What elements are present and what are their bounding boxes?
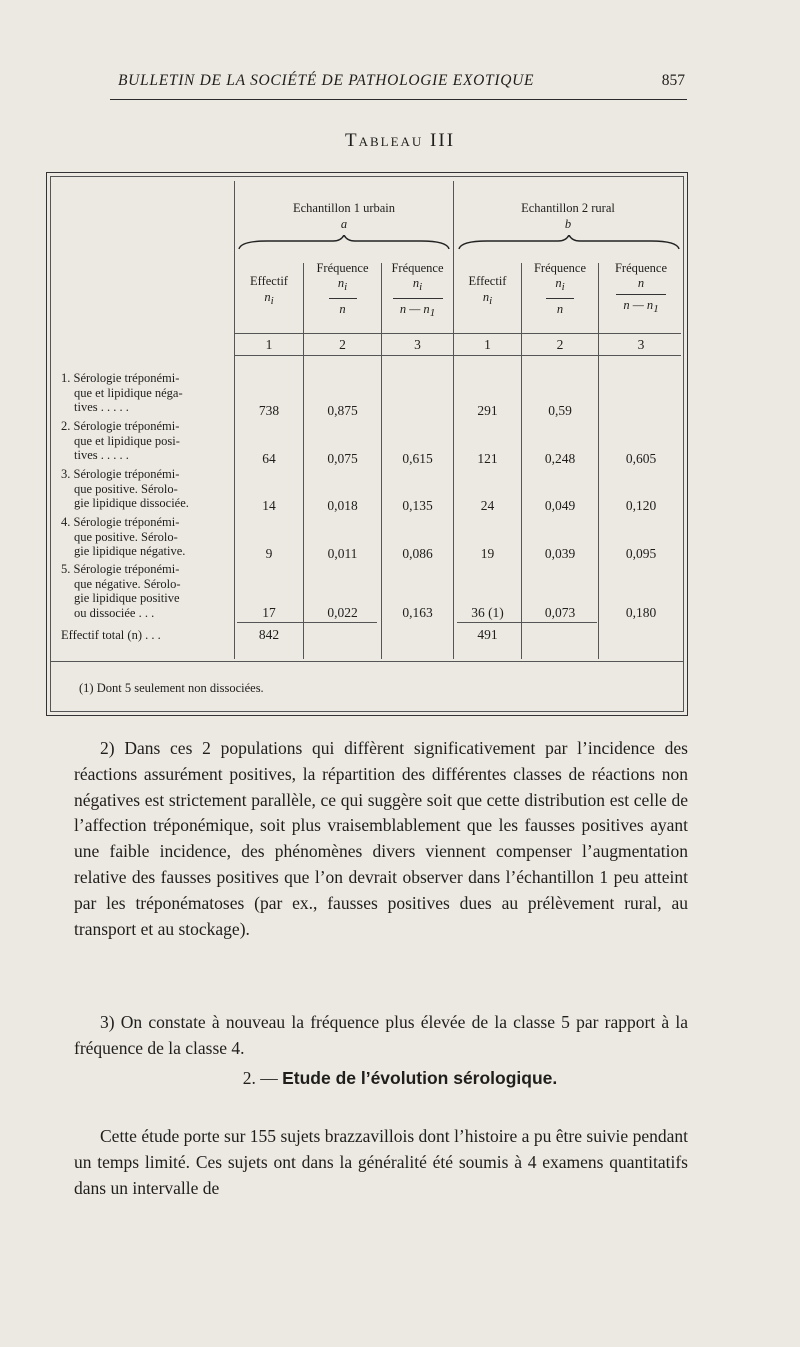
cell-b1: 19 [480, 546, 495, 561]
header-rule [110, 99, 687, 100]
total-rule-b [457, 622, 597, 623]
ni-subscript: i [489, 295, 493, 307]
col-number: 1 [265, 337, 273, 352]
n-minus-n1-symbol: n — n [623, 298, 654, 312]
cell-b1: 121 [477, 451, 498, 466]
ni-symbol: n [337, 276, 345, 290]
cell-a2: 0,018 [327, 498, 358, 513]
frac-ni-over-n-n1-a [382, 276, 453, 321]
col-frequence-a2: Fréquence [316, 261, 369, 275]
cell-b1: 36 (1) [471, 605, 504, 620]
cell-b1: 24 [480, 498, 495, 513]
col-number: 1 [484, 337, 491, 352]
running-title: BULLETIN DE LA SOCIÉTÉ DE PATHOLOGIE EXOTIQUE [118, 72, 535, 89]
n1-subscript: 1 [653, 303, 659, 315]
row-label-line: 5. Sérologie tréponémi- [61, 562, 180, 576]
cell-a1: 9 [265, 546, 273, 561]
col-number: 3 [414, 337, 421, 352]
cell-b2: 0,073 [544, 605, 576, 620]
frac-ni-over-n-a [304, 276, 381, 317]
frac-ni-over-n-b [522, 276, 598, 317]
group-a-label: Echantillon 1 urbain [292, 201, 396, 215]
fraction-bar [393, 298, 443, 299]
n-minus-n1-symbol: n — n [399, 302, 430, 316]
total-label: Effectif total (n) . . . [61, 628, 161, 642]
cell-b2: 0,248 [544, 451, 576, 466]
fraction-bar [329, 298, 357, 299]
cell-b2: 0,049 [544, 498, 576, 513]
ni-subscript: i [344, 281, 348, 293]
ni-symbol: n [482, 290, 490, 304]
ni-symbol: n [555, 276, 562, 290]
cell-a1: 64 [262, 451, 276, 466]
cell-a1: 738 [258, 403, 280, 418]
data-table [46, 172, 688, 716]
row-label-line: tives . . . . . [74, 448, 129, 463]
row-label-line: gie lipidique positive [74, 591, 180, 606]
ni-subscript: i [561, 281, 565, 293]
paragraph-3: 3) On constate à nouveau la fréquence plus élevée de la classe 5 par rapport à la fréquence de la classe 4. [74, 1012, 688, 1058]
header-divider [235, 355, 681, 356]
ni-subscript: i [419, 281, 423, 293]
cell-a2: 0,075 [327, 451, 358, 466]
row-label-line: que négative. Sérolo- [74, 576, 181, 591]
row-label [61, 562, 233, 620]
col-divider [234, 181, 235, 659]
fraction-bar [616, 294, 666, 295]
col-frequence-a3: Fréquence [391, 261, 444, 275]
cell-b2: 0,039 [544, 546, 576, 561]
section-heading [0, 1068, 800, 1089]
col-ni-b [454, 290, 521, 309]
brace-b [457, 235, 681, 251]
row-label-line: 2. Sérologie tréponémi- [61, 419, 180, 433]
table-title: Tableau III [344, 130, 456, 151]
ni-symbol: n [264, 290, 271, 304]
fraction-bar [546, 298, 574, 299]
cell-b3: 0,180 [625, 605, 657, 620]
section-number: 2. — [242, 1068, 278, 1088]
row-label [61, 371, 233, 415]
cell-b3: 0,605 [625, 451, 657, 466]
paragraph-body: Cette étude porte sur 155 sujets brazzavillois dont l’histoire a pu être suivie pendant un temps limité. Ces sujets ont dans la généralité été soumis à 4 examens quantitatifs dans un intervalle de [74, 1126, 688, 1198]
row-label [61, 467, 233, 511]
n-symbol: n [556, 302, 564, 316]
cell-b2: 0,59 [548, 403, 572, 418]
col-number: 2 [339, 337, 346, 352]
col-effectif-b: Effectif [468, 274, 507, 288]
row-label-line: 1. Sérologie tréponémi- [61, 371, 180, 385]
cell-a3: 0,086 [402, 546, 433, 561]
group-b-letter: b [564, 217, 572, 231]
cell-a2: 0,875 [327, 403, 358, 418]
row-label-line: tives . . . . . [74, 400, 129, 415]
row-label-line: 3. Sérologie tréponémi- [61, 467, 180, 481]
n1-subscript: 1 [429, 307, 436, 319]
cell-b3: 0,095 [625, 546, 657, 561]
footnote-divider [51, 661, 683, 662]
header-divider [235, 333, 681, 334]
page-number: 857 [661, 72, 685, 89]
row-label [61, 515, 233, 559]
row-label-line: ou dissociée . . . [74, 605, 155, 620]
row-label-line: que positive. Sérolo- [74, 481, 178, 496]
page-header [118, 72, 685, 98]
col-number: 3 [637, 337, 645, 352]
row-label-line: que positive. Sérolo- [74, 529, 178, 544]
cell-b1: 291 [477, 403, 498, 418]
n-symbol: n [637, 276, 645, 290]
group-a-letter: a [340, 217, 348, 231]
section-title: Etude de l’évolution sérologique. [282, 1068, 558, 1088]
col-effectif-a: Effectif [250, 274, 288, 288]
cell-a1: 17 [262, 605, 276, 620]
cell-a2: 0,011 [327, 546, 358, 561]
total-rule-a [237, 622, 377, 623]
col-frequence-b3: Fréquence [614, 261, 668, 275]
col-ni-a [235, 290, 303, 309]
row-label [61, 419, 233, 463]
row-label-line: gie lipidique dissociée. [74, 496, 189, 511]
col-number: 2 [556, 337, 564, 352]
row-label-line: gie lipidique négative. [74, 544, 186, 559]
row-label-line: que et lipidique néga- [74, 385, 183, 400]
cell-a3: 0,163 [402, 605, 433, 620]
table-footnote: (1) Dont 5 seulement non dissociées. [79, 681, 264, 695]
cell-a1: 14 [262, 498, 276, 513]
group-b-label: Echantillon 2 rural [521, 201, 615, 215]
row-label-line: 4. Sérologie tréponémi- [61, 515, 180, 529]
ni-symbol: n [412, 276, 420, 290]
frac-n-over-n-n1-b [599, 276, 683, 317]
cell-b3: 0,120 [625, 498, 657, 513]
n-symbol: n [339, 302, 346, 316]
brace-a [237, 235, 451, 251]
col-frequence-b2: Fréquence [533, 261, 587, 275]
total-a: 842 [258, 627, 280, 642]
ni-subscript: i [270, 295, 274, 307]
paragraph-2: 2) Dans ces 2 populations qui diffèrent significativement par l’incidence des réactions assurément positives, la répartition des différentes classes de réactions non négatives est strictement parallèle, ce qui suggère soit que cette distribution est celle de l’affection tréponémique, soit plus vraisemblablement que les fausses positives ayant une faible incidence, des phénomènes divers viennent compenser l’augmentation relative des fausses positives que l’on devrait observer dans l’échantillon 1 peu atteint par les tréponématoses (par ex., fausses positives dues au prélèvement rural, au transport et au stockage). [74, 738, 688, 939]
cell-a3: 0,135 [402, 498, 433, 513]
col-divider [453, 181, 454, 659]
cell-a2: 0,022 [327, 605, 358, 620]
total-b: 491 [477, 627, 498, 642]
cell-a3: 0,615 [402, 451, 433, 466]
row-label-line: que et lipidique posi- [74, 433, 180, 448]
